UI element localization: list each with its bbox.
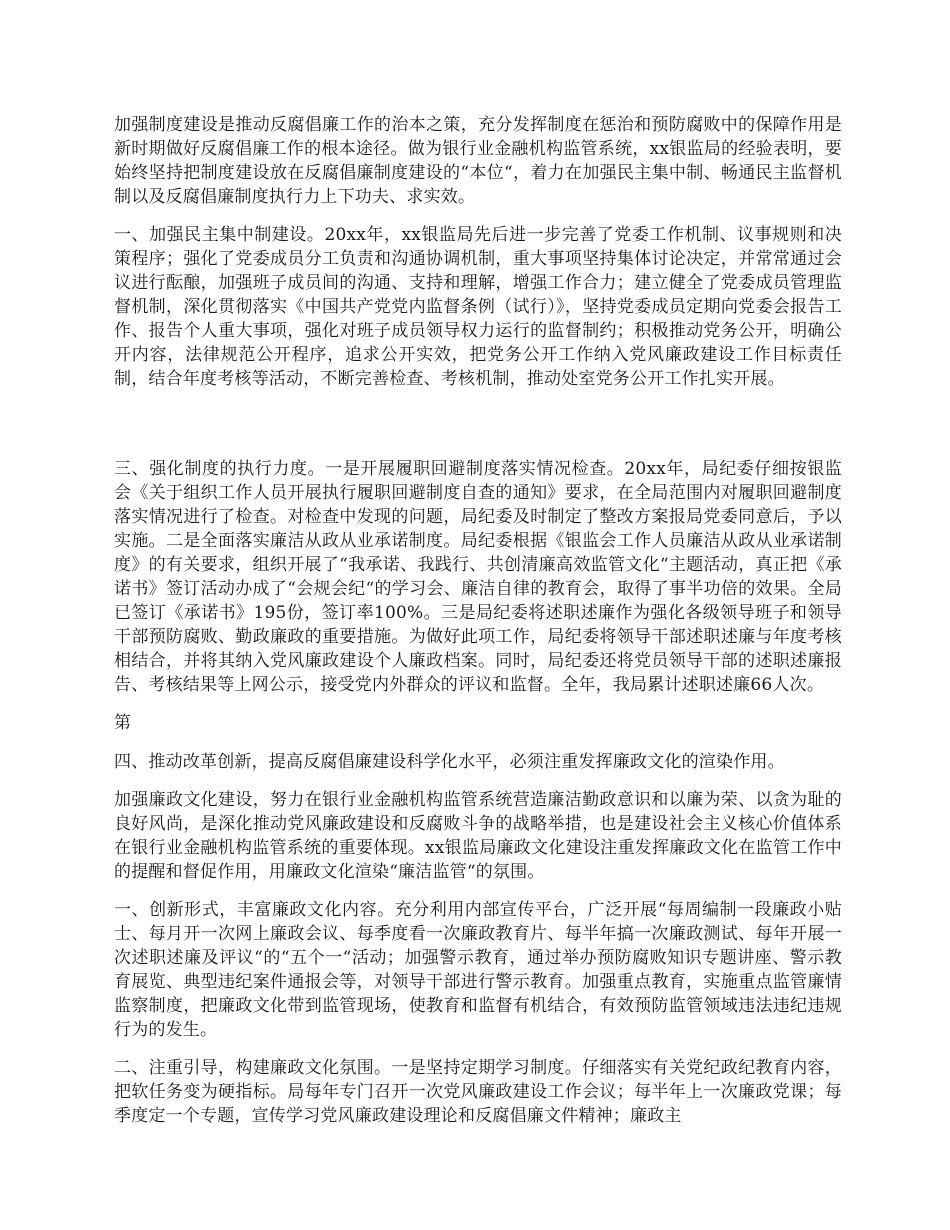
paragraph-culture-two: 二、注重引导，构建廉政文化氛围。一是坚持定期学习制度。仔细落实有关党纪政纪教育内容，把软任务变为硬指标。局每年专门召开一次党风廉政建设工作会议；每半年上一次廉政党课；每季度定一个专题，宣传学习党风廉政建设理论和反腐倡廉文件精神；廉政主: [114, 1058, 842, 1126]
blank-gap: [114, 405, 842, 457]
paragraph-section-four-heading: 四、推动改革创新，提高反腐倡廉建设科学化水平，必须注重发挥廉政文化的渲染作用。: [114, 752, 785, 772]
paragraph-fragment: 第: [114, 713, 132, 733]
document-body: [114, 113, 842, 1142]
paragraph-culture-one: 一、创新形式，丰富廉政文化内容。充分利用内部宣传平台，广泛开展“每周编制一段廉政小贴士、每月开一次网上廉政会议、每季度看一次廉政教育片、每半年搞一次廉政测试、每年开展一次述职述廉及评议“的“五个一“活动；加强警示教育，通过举办预防腐败知识专题讲座、警示教育展览、典型违纪案件通报会等，对领导干部进行警示教育。加强重点教育，实施重点监管廉情监察制度，把廉政文化带到监管现场，使教育和监督有机结合，有效预防监管领域违法违纪违规行为的发生。: [114, 900, 842, 1040]
paragraph-culture-intro: 加强廉政文化建设，努力在银行业金融机构监管系统营造廉洁勤政意识和以廉为荣、以贪为耻的良好风尚，是深化推动党风廉政建设和反腐败斗争的战略举措，也是建设社会主义核心价值体系在银行业金融机构监管系统的重要体现。xx银监局廉政文化建设注重发挥廉政文化在监管工作中的提醒和督促作用，用廉政文化渲染“廉洁监管“的氛围。: [114, 790, 842, 882]
paragraph-section-one: 一、加强民主集中制建设。20xx年，xx银监局先后进一步完善了党委工作机制、议事规则和决策程序；强化了党委成员分工负责和沟通协调机制，重大事项坚持集体讨论决定，并常常通过会议进行酝酿，加强班子成员间的沟通、支持和理解，增强工作合力；建立健全了党委成员管理监督机制，深化贯彻落实《中国共产党党内监督条例（试行）》，坚持党委成员定期向党委会报告工作、报告个人重大事项，强化对班子成员领导权力运行的监督制约；积极推动党务公开，明确公开内容，法律规范公开程序，追求公开实效，把党务公开工作纳入党风廉政建设工作目标责任制，结合年度考核等活动，不断完善检查、考核机制，推动处室党务公开工作扎实开展。: [114, 225, 842, 389]
paragraph-intro: 加强制度建设是推动反腐倡廉工作的治本之策，充分发挥制度在惩治和预防腐败中的保障作用是新时期做好反腐倡廉工作的根本途径。做为银行业金融机构监管系统，xx银监局的经验表明，要始终坚持把制度建设放在反腐倡廉制度建设的“本位“，着力在加强民主集中制、畅通民主监督机制以及反腐倡廉制度执行力上下功夫、求实效。: [114, 115, 842, 207]
paragraph-section-three: 三、强化制度的执行力度。一是开展履职回避制度落实情况检查。20xx年，局纪委仔细按银监会《关于组织工作人员开展执行履职回避制度自查的通知》要求，在全局范围内对履职回避制度落实情况进行了检查。对检查中发现的问题，局纪委及时制定了整改方案报局党委同意后，予以实施。二是全面落实廉洁从政从业承诺制度。局纪委根据《银监会工作人员廉洁从政从业承诺制度》的有关要求，组织开展了“我承诺、我践行、共创清廉高效监管文化“主题活动，真正把《承诺书》签订活动办成了“会规会纪“的学习会、廉洁自律的教育会，取得了事半功倍的效果。全局已签订《承诺书》195份，签订率100%。三是局纪委将述职述廉作为强化各级领导班子和领导干部预防腐败、勤政廉政的重要措施。为做好此项工作，局纪委将领导干部述职述廉与年度考核相结合，并将其纳入党风廉政建设个人廉政档案。同时，局纪委还将党员领导干部的述职述廉报告、考核结果等上网公示，接受党内外群众的评议和监督。全年，我局累计述职述廉66人次。: [114, 459, 842, 695]
